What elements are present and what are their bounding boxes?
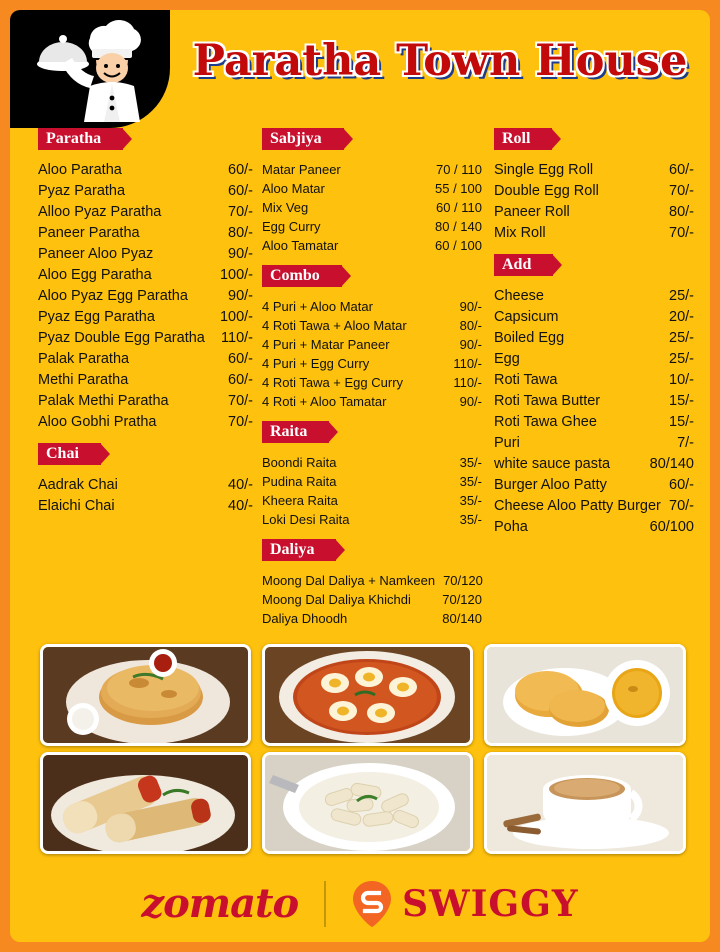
menu-item-row (38, 181, 253, 202)
item-price: 60 / 100 (435, 238, 482, 253)
item-price: 35/- (459, 455, 482, 470)
item-price: 70/- (228, 414, 253, 430)
item-name: 4 Roti + Aloo Tamatar (262, 394, 387, 409)
swiggy-wordmark: SWIGGY (402, 882, 579, 925)
menu-item-row (38, 475, 253, 496)
item-price: 25/- (669, 288, 694, 304)
menu-item-row (494, 160, 694, 181)
item-price: 70/- (669, 183, 694, 199)
menu-item-row (38, 286, 253, 307)
item-name: Loki Desi Raita (262, 512, 350, 527)
item-price: 70/- (669, 225, 694, 241)
item-name: Matar Paneer (262, 162, 341, 177)
item-name: Moong Dal Daliya + Namkeen (262, 573, 436, 588)
menu-section-daliya (262, 539, 482, 628)
menu-item-row (38, 202, 253, 223)
menu-item-row (262, 609, 482, 628)
item-price: 55 / 100 (435, 181, 482, 196)
menu-item-row (38, 307, 253, 328)
item-price: 60 / 110 (435, 200, 482, 215)
item-name: Single Egg Roll (494, 162, 594, 178)
item-name: 4 Puri + Aloo Matar (262, 299, 373, 314)
menu-section-combo (262, 265, 482, 411)
item-price: 110/- (453, 375, 482, 390)
item-price: 40/- (228, 477, 253, 493)
menu-body (10, 128, 710, 640)
item-price: 90/- (228, 246, 253, 262)
item-name: Pyaz Double Egg Paratha (38, 330, 205, 346)
item-price: 110/- (221, 330, 253, 346)
egg-curry-photo (262, 644, 473, 746)
item-name: Egg (494, 351, 520, 367)
item-name: Mix Veg (262, 200, 309, 215)
item-name: 4 Roti Tawa + Aloo Matar (262, 318, 407, 333)
item-price: 80/140 (442, 611, 482, 626)
menu-column-3 (494, 128, 694, 548)
menu-item-row (38, 391, 253, 412)
item-price: 110/- (453, 356, 482, 371)
item-name: Pyaz Paratha (38, 183, 126, 199)
menu-section-add (494, 254, 694, 538)
item-price: 15/- (669, 393, 694, 409)
delivery-partners (10, 865, 710, 942)
item-price: 90/- (459, 337, 482, 352)
item-name: Elaichi Chai (38, 498, 115, 514)
item-name: white sauce pasta (494, 456, 611, 472)
menu-item-row (38, 349, 253, 370)
item-name: Palak Paratha (38, 351, 130, 367)
item-price: 60/- (669, 162, 694, 178)
item-price: 35/- (459, 493, 482, 508)
section-title-combo: Combo (262, 265, 342, 287)
item-price: 80/- (228, 225, 253, 241)
menu-column-2 (262, 128, 482, 638)
menu-item-row (262, 236, 482, 255)
item-price: 70/120 (442, 592, 482, 607)
item-name: Aloo Gobhi Pratha (38, 414, 157, 430)
item-name: Paneer Aloo Pyaz (38, 246, 154, 262)
menu-item-row (262, 354, 482, 373)
item-name: Aadrak Chai (38, 477, 118, 493)
item-name: Aloo Tamatar (262, 238, 339, 253)
menu-item-row (494, 496, 694, 517)
menu-item-row (494, 370, 694, 391)
menu-item-row (494, 412, 694, 433)
section-title-paratha: Paratha (38, 128, 123, 150)
item-name: Moong Dal Daliya Khichdi (262, 592, 411, 607)
item-name: Double Egg Roll (494, 183, 599, 199)
item-price: 35/- (459, 474, 482, 489)
menu-item-row (494, 286, 694, 307)
menu-item-row (38, 223, 253, 244)
menu-item-row (262, 571, 482, 590)
item-name: Cheese (494, 288, 544, 304)
item-name: Capsicum (494, 309, 559, 325)
item-price: 80/- (669, 204, 694, 220)
item-price: 20/- (669, 309, 694, 325)
item-price: 60/100 (649, 519, 694, 535)
menu-item-row (262, 453, 482, 472)
item-name: Egg Curry (262, 219, 321, 234)
menu-item-row (38, 265, 253, 286)
menu-item-row (262, 179, 482, 198)
menu-item-row (494, 307, 694, 328)
menu-item-row (262, 316, 482, 335)
item-name: Paneer Paratha (38, 225, 140, 241)
footer-divider (324, 881, 326, 927)
item-price: 60/- (228, 183, 253, 199)
menu-column-1 (38, 128, 253, 527)
menu-item-row (262, 392, 482, 411)
menu-section-chai (38, 443, 253, 517)
item-price: 35/- (459, 512, 482, 527)
item-price: 70/- (228, 393, 253, 409)
item-price: 90/- (459, 394, 482, 409)
menu-poster (10, 10, 710, 942)
puri-sabji-photo (484, 644, 686, 746)
item-name: Kheera Raita (262, 493, 338, 508)
item-name: Roti Tawa (494, 372, 558, 388)
item-name: Alloo Pyaz Paratha (38, 204, 162, 220)
menu-item-row (38, 496, 253, 517)
item-name: Palak Methi Paratha (38, 393, 169, 409)
chai-cup-photo (484, 752, 686, 854)
menu-item-row (494, 223, 694, 244)
item-price: 100/- (219, 309, 253, 325)
item-price: 10/- (669, 372, 694, 388)
item-price: 70/120 (443, 573, 483, 588)
menu-item-row (494, 475, 694, 496)
item-price: 80/140 (649, 456, 694, 472)
menu-item-row (494, 181, 694, 202)
item-price: 60/- (228, 162, 253, 178)
swiggy-logo (352, 880, 578, 928)
item-price: 100/- (219, 267, 253, 283)
page-title: Paratha Town House (192, 36, 688, 86)
item-price: 25/- (669, 330, 694, 346)
menu-item-row (38, 370, 253, 391)
menu-item-row (262, 160, 482, 179)
swiggy-location-mark-icon (352, 880, 392, 928)
menu-item-row (38, 328, 253, 349)
menu-section-raita (262, 421, 482, 529)
menu-item-row (38, 160, 253, 181)
paratha-plate-photo (40, 644, 251, 746)
item-name: Burger Aloo Patty (494, 477, 607, 493)
item-price: 15/- (669, 414, 694, 430)
menu-item-row (262, 198, 482, 217)
section-title-sabjiya: Sabjiya (262, 128, 344, 150)
item-name: Methi Paratha (38, 372, 129, 388)
menu-item-row (494, 433, 694, 454)
item-price: 60/- (669, 477, 694, 493)
item-name: Aloo Egg Paratha (38, 267, 152, 283)
menu-item-row (38, 412, 253, 433)
section-title-chai: Chai (38, 443, 101, 465)
item-name: Daliya Dhoodh (262, 611, 348, 626)
menu-item-row (262, 217, 482, 236)
item-name: Puri (494, 435, 520, 451)
menu-item-row (262, 335, 482, 354)
menu-item-row (494, 454, 694, 475)
item-price: 80 / 140 (435, 219, 482, 234)
item-price: 70/- (228, 204, 253, 220)
item-name: Paneer Roll (494, 204, 570, 220)
menu-item-row (38, 244, 253, 265)
menu-item-row (262, 590, 482, 609)
menu-section-roll (494, 128, 694, 244)
menu-section-paratha (38, 128, 253, 433)
item-name: Roti Tawa Butter (494, 393, 601, 409)
item-price: 90/- (459, 299, 482, 314)
logo-panel (10, 10, 170, 128)
menu-item-row (494, 517, 694, 538)
menu-section-sabjiya (262, 128, 482, 255)
item-name: 4 Puri + Matar Paneer (262, 337, 390, 352)
menu-item-row (262, 510, 482, 529)
menu-item-row (262, 373, 482, 392)
white-sauce-pasta-photo (262, 752, 473, 854)
item-name: Mix Roll (494, 225, 546, 241)
item-price: 60/- (228, 351, 253, 367)
zomato-logo: zomato (141, 880, 299, 927)
section-title-daliya: Daliya (262, 539, 336, 561)
menu-item-row (262, 472, 482, 491)
item-name: Roti Tawa Ghee (494, 414, 597, 430)
item-price: 80/- (459, 318, 482, 333)
section-title-roll: Roll (494, 128, 552, 150)
item-name: Boiled Egg (494, 330, 565, 346)
item-name: 4 Roti Tawa + Egg Curry (262, 375, 404, 390)
chef-hat-with-cloche-icon (28, 16, 153, 126)
item-name: Aloo Paratha (38, 162, 122, 178)
item-price: 70 / 110 (435, 162, 482, 177)
item-name: 4 Puri + Egg Curry (262, 356, 370, 371)
menu-item-row (494, 349, 694, 370)
item-price: 7/- (677, 435, 694, 451)
item-name: Poha (494, 519, 528, 535)
menu-item-row (494, 391, 694, 412)
item-name: Cheese Aloo Patty Burger (494, 498, 661, 514)
item-name: Boondi Raita (262, 455, 337, 470)
item-price: 70/- (669, 498, 694, 514)
section-title-raita: Raita (262, 421, 329, 443)
item-name: Pyaz Egg Paratha (38, 309, 155, 325)
menu-item-row (494, 202, 694, 223)
item-price: 25/- (669, 351, 694, 367)
photo-gallery (10, 642, 710, 858)
item-price: 40/- (228, 498, 253, 514)
section-title-add: Add (494, 254, 553, 276)
menu-item-row (494, 328, 694, 349)
item-name: Aloo Pyaz Egg Paratha (38, 288, 188, 304)
poster-header (10, 10, 710, 128)
item-price: 60/- (228, 372, 253, 388)
item-name: Aloo Matar (262, 181, 325, 196)
rolls-photo (40, 752, 251, 854)
menu-item-row (262, 491, 482, 510)
menu-item-row (262, 297, 482, 316)
item-name: Pudina Raita (262, 474, 337, 489)
item-price: 90/- (228, 288, 253, 304)
